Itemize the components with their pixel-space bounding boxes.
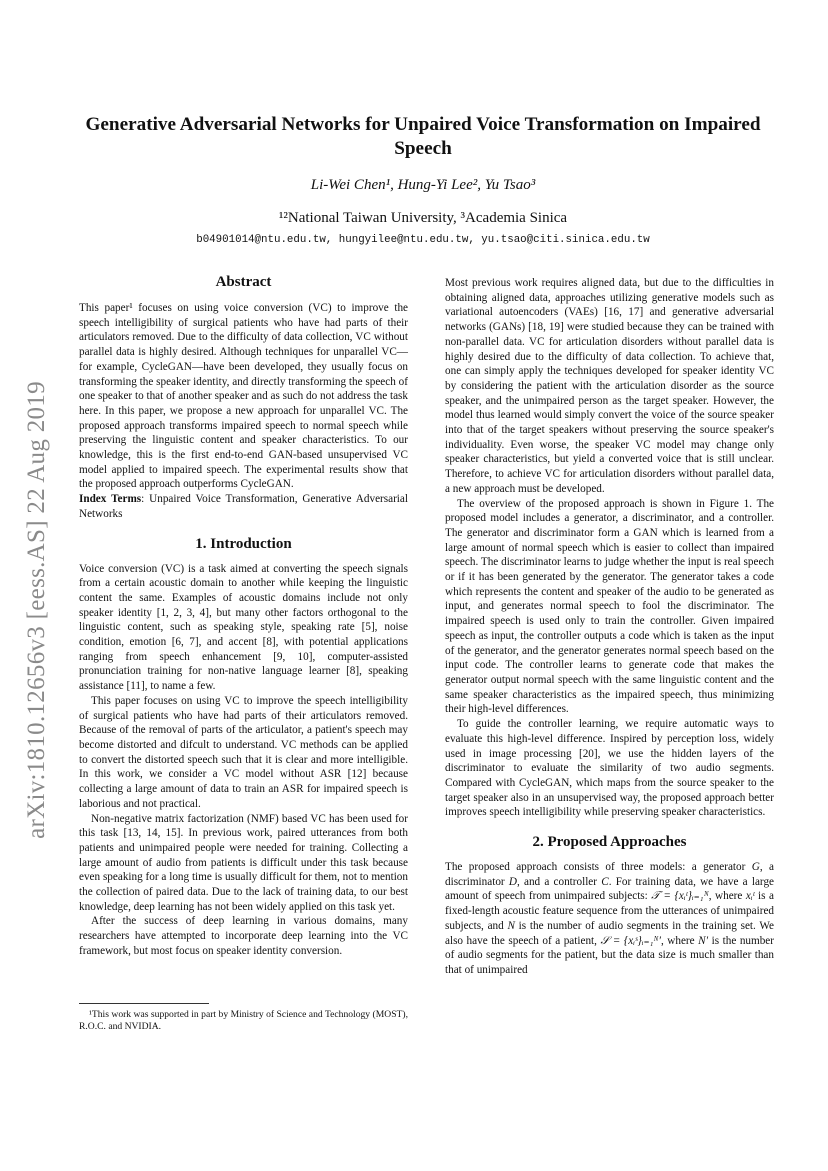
intro-paragraph-3: Non-negative matrix factorization (NMF) based VC has been used for this task [13, 14, 15]. In previous work, paired utterances from both patients and unimpaired people were needed for training. Collecting a large amount of audio from patients is difficult under this task because even speaking for a long time is usually difficult for them, not to mention the collection of paired data. Due to the lack of training data, to our best knowledge, deep learning has not been widely applied on this task yet. <box>79 812 408 913</box>
math-generator: G <box>751 861 760 874</box>
intro-paragraph-4: After the success of deep learning in various domains, many researchers have attempted to incorporate deep learning into the VC framework, but most focus on speaker identity conversion. <box>79 915 408 957</box>
abstract-text: This paper¹ focuses on using voice conversion (VC) to improve the speech intelligibility of surgical patients who have had parts of their articulators removed. Due to the difficulty of data collection, VC without parallel data is highly desired. Although techniques for unparallel VC—for example, CycleGAN—have been developed, they usually focus on transforming the speaker identity, and directly transforming the speech of one speaker to that of another speaker and as such do not address the task here. In this paper, we propose a new approach for unparallel VC. The proposed approach transforms impaired speech to normal speech while preserving the linguistic content and speaker characteristics. To our knowledge, this is the first end-to-end GAN-based unsupervised VC model applied to impaired speech. The experimental results show that the proposed approach outperforms CycleGAN. <box>79 302 408 491</box>
right-column <box>445 276 774 978</box>
intro-paragraph-7: To guide the controller learning, we require automatic ways to evaluate this high-level difference. Inspired by perception loss, widely used in image processing [20], we use the hidden layers of the discriminator to evaluate the similarity of two audio segments. Compared with CycleGAN, which maps from the source speaker to the target speaker also in an unsupervised way, the proposed approach better improves speech intelligibility while preserving speaker characteristics. <box>445 718 774 819</box>
intro-paragraph-2: This paper focuses on using VC to improve the speech intelligibility of surgical patients who have had parts of their articulators removed. Because of the removal of parts of the articulator, a patient's speech may become distorted and difcult to understand. VC methods can be applied to convert the distorted speech such that it is clear and more intelligible. In this work, we consider a VC model without ASR [12] because collecting a large amount of data to train an ASR for impaired speech is laborious and not practical. <box>79 694 408 810</box>
math-controller: C <box>601 875 609 888</box>
text-fragment: , where <box>660 934 699 947</box>
footnote <box>79 1003 408 1033</box>
footnote-text: ¹This work was supported in part by Ministry of Science and Technology (MOST), R.O.C. and NVIDIA. <box>79 1009 408 1032</box>
index-terms-text: : Unpaired Voice Transformation, Generative Adversarial Networks <box>79 493 408 520</box>
text-fragment: is the number of audio segments for the patient, but the data size is much smaller than that of unimpaired <box>445 934 774 976</box>
intro-paragraph-5: Most previous work requires aligned data, but due to the difficulties in obtaining aligned data, approaches utilizing generative models such as variational autoencoders (VAEs) [16, 17] and generative adversarial networks (GANs) [18, 19] were studied because they can be trained with non-parallel data. VC for articulation disorders without parallel data is highly desired due to the difficulty of data collection. To achieve that, one can simply apply the techniques developed for speaker identity VC by considering the patient with the articulation disorder as the source speaker, and the unimpaired person as the target speaker. However, the model thus learned would simply convert the voice of the source speaker into that of the target speakers without preserving the source speaker's individuality. Even worse, the speaker VC model may change only speaker characteristics, but yield a converted voice that is still unclear. Therefore, to achieve VC for articulation disorders without parallel data, a new approach must be developed. <box>445 277 774 495</box>
text-fragment: , a discriminator <box>445 861 775 888</box>
math-Nprime: N′ <box>698 934 709 947</box>
arxiv-sidebar-stamp <box>20 350 54 870</box>
intro-paragraph-1: Voice conversion (VC) is a task aimed at converting the speech signals from a certain acoustic domain to another while keeping the linguistic content the same. Examples of acoustic domains include not only speaker identity [1, 2, 3, 4], but many other factors orthogonal to the linguistic content, such as speaking style, speaking rate [5], noise condition, emotion [6, 7], and accent [8], with potential applications ranging from speech enhancement [9, 10], computer-assisted pronunciation training for non-native language learner [8], speaking assistance [11], to name a few. <box>79 562 408 693</box>
paper-title: Generative Adversarial Networks for Unpaired Voice Transformation on Impaired Speech <box>85 114 761 159</box>
paper-affiliation: ¹²National Taiwan University, ³Academia Sinica <box>278 210 568 226</box>
math-xt: xᵢᵗ <box>745 890 755 903</box>
introduction-heading: 1. Introduction <box>195 535 292 552</box>
math-patient-set: 𝒮 = {xᵢˢ}ᵢ₌₁ᴺ′ <box>600 934 661 947</box>
math-discriminator: D <box>508 875 517 888</box>
index-terms <box>79 492 408 521</box>
text-fragment: . For training data, we have a large amount of speech from unimpaired subjects: <box>445 875 775 903</box>
text-fragment: is the number of audio segments in the training set. We also have the speech of a patient, <box>445 919 774 947</box>
math-unimpaired-set: 𝒯 = {xᵢᵗ}ᵢ₌₁ᴺ <box>651 890 709 903</box>
intro-paragraph-6: The overview of the proposed approach is shown in Figure 1. The proposed model includes a generator, a discriminator, and a controller. The generator and discriminator form a GAN which is learned from a large amount of normal speech which is easier to collect than impaired speech. The discriminator learns to judge whether the input is real speech or if it has been generated by the generator. The generator takes a code which represents the content and speaker of the audio to be generated as input, and generates normal speech to fool the discriminator. The impaired speech is used only to train the controller. Given impaired speech as input, the controller outputs a code which is taken as the input of the generator, and the generator generates normal speech based on the input code. The controller learns to generate code that makes the generator output normal speech with the same linguistic content and the same speaker characteristics as the impaired speech, thus minimizing their high-level differences. <box>445 497 774 716</box>
paper-emails: b04901014@ntu.edu.tw, hungyilee@ntu.edu.tw, yu.tsao@citi.sinica.edu.tw <box>196 234 650 246</box>
arxiv-id: arXiv:1810.12656v3 [eess.AS] 22 Aug 2019 <box>23 381 50 839</box>
text-fragment: is a fixed-length acoustic feature sequence from the utterances of unimpaired subjects, and <box>445 890 774 932</box>
abstract-heading: Abstract <box>215 274 272 290</box>
math-N: N <box>507 919 515 932</box>
text-fragment: The proposed approach consists of three models: a generator <box>445 861 752 874</box>
text-fragment: , where <box>708 890 746 903</box>
left-column <box>79 272 408 959</box>
paper-authors: Li-Wei Chen¹, Hung-Yi Lee², Yu Tsao³ <box>310 177 536 193</box>
footnote-rule <box>79 1003 209 1004</box>
index-terms-label: Index Terms <box>79 493 142 506</box>
text-fragment: , and a controller <box>516 875 602 888</box>
proposed-paragraph-1 <box>445 860 774 978</box>
proposed-approaches-heading: 2. Proposed Approaches <box>532 834 687 851</box>
